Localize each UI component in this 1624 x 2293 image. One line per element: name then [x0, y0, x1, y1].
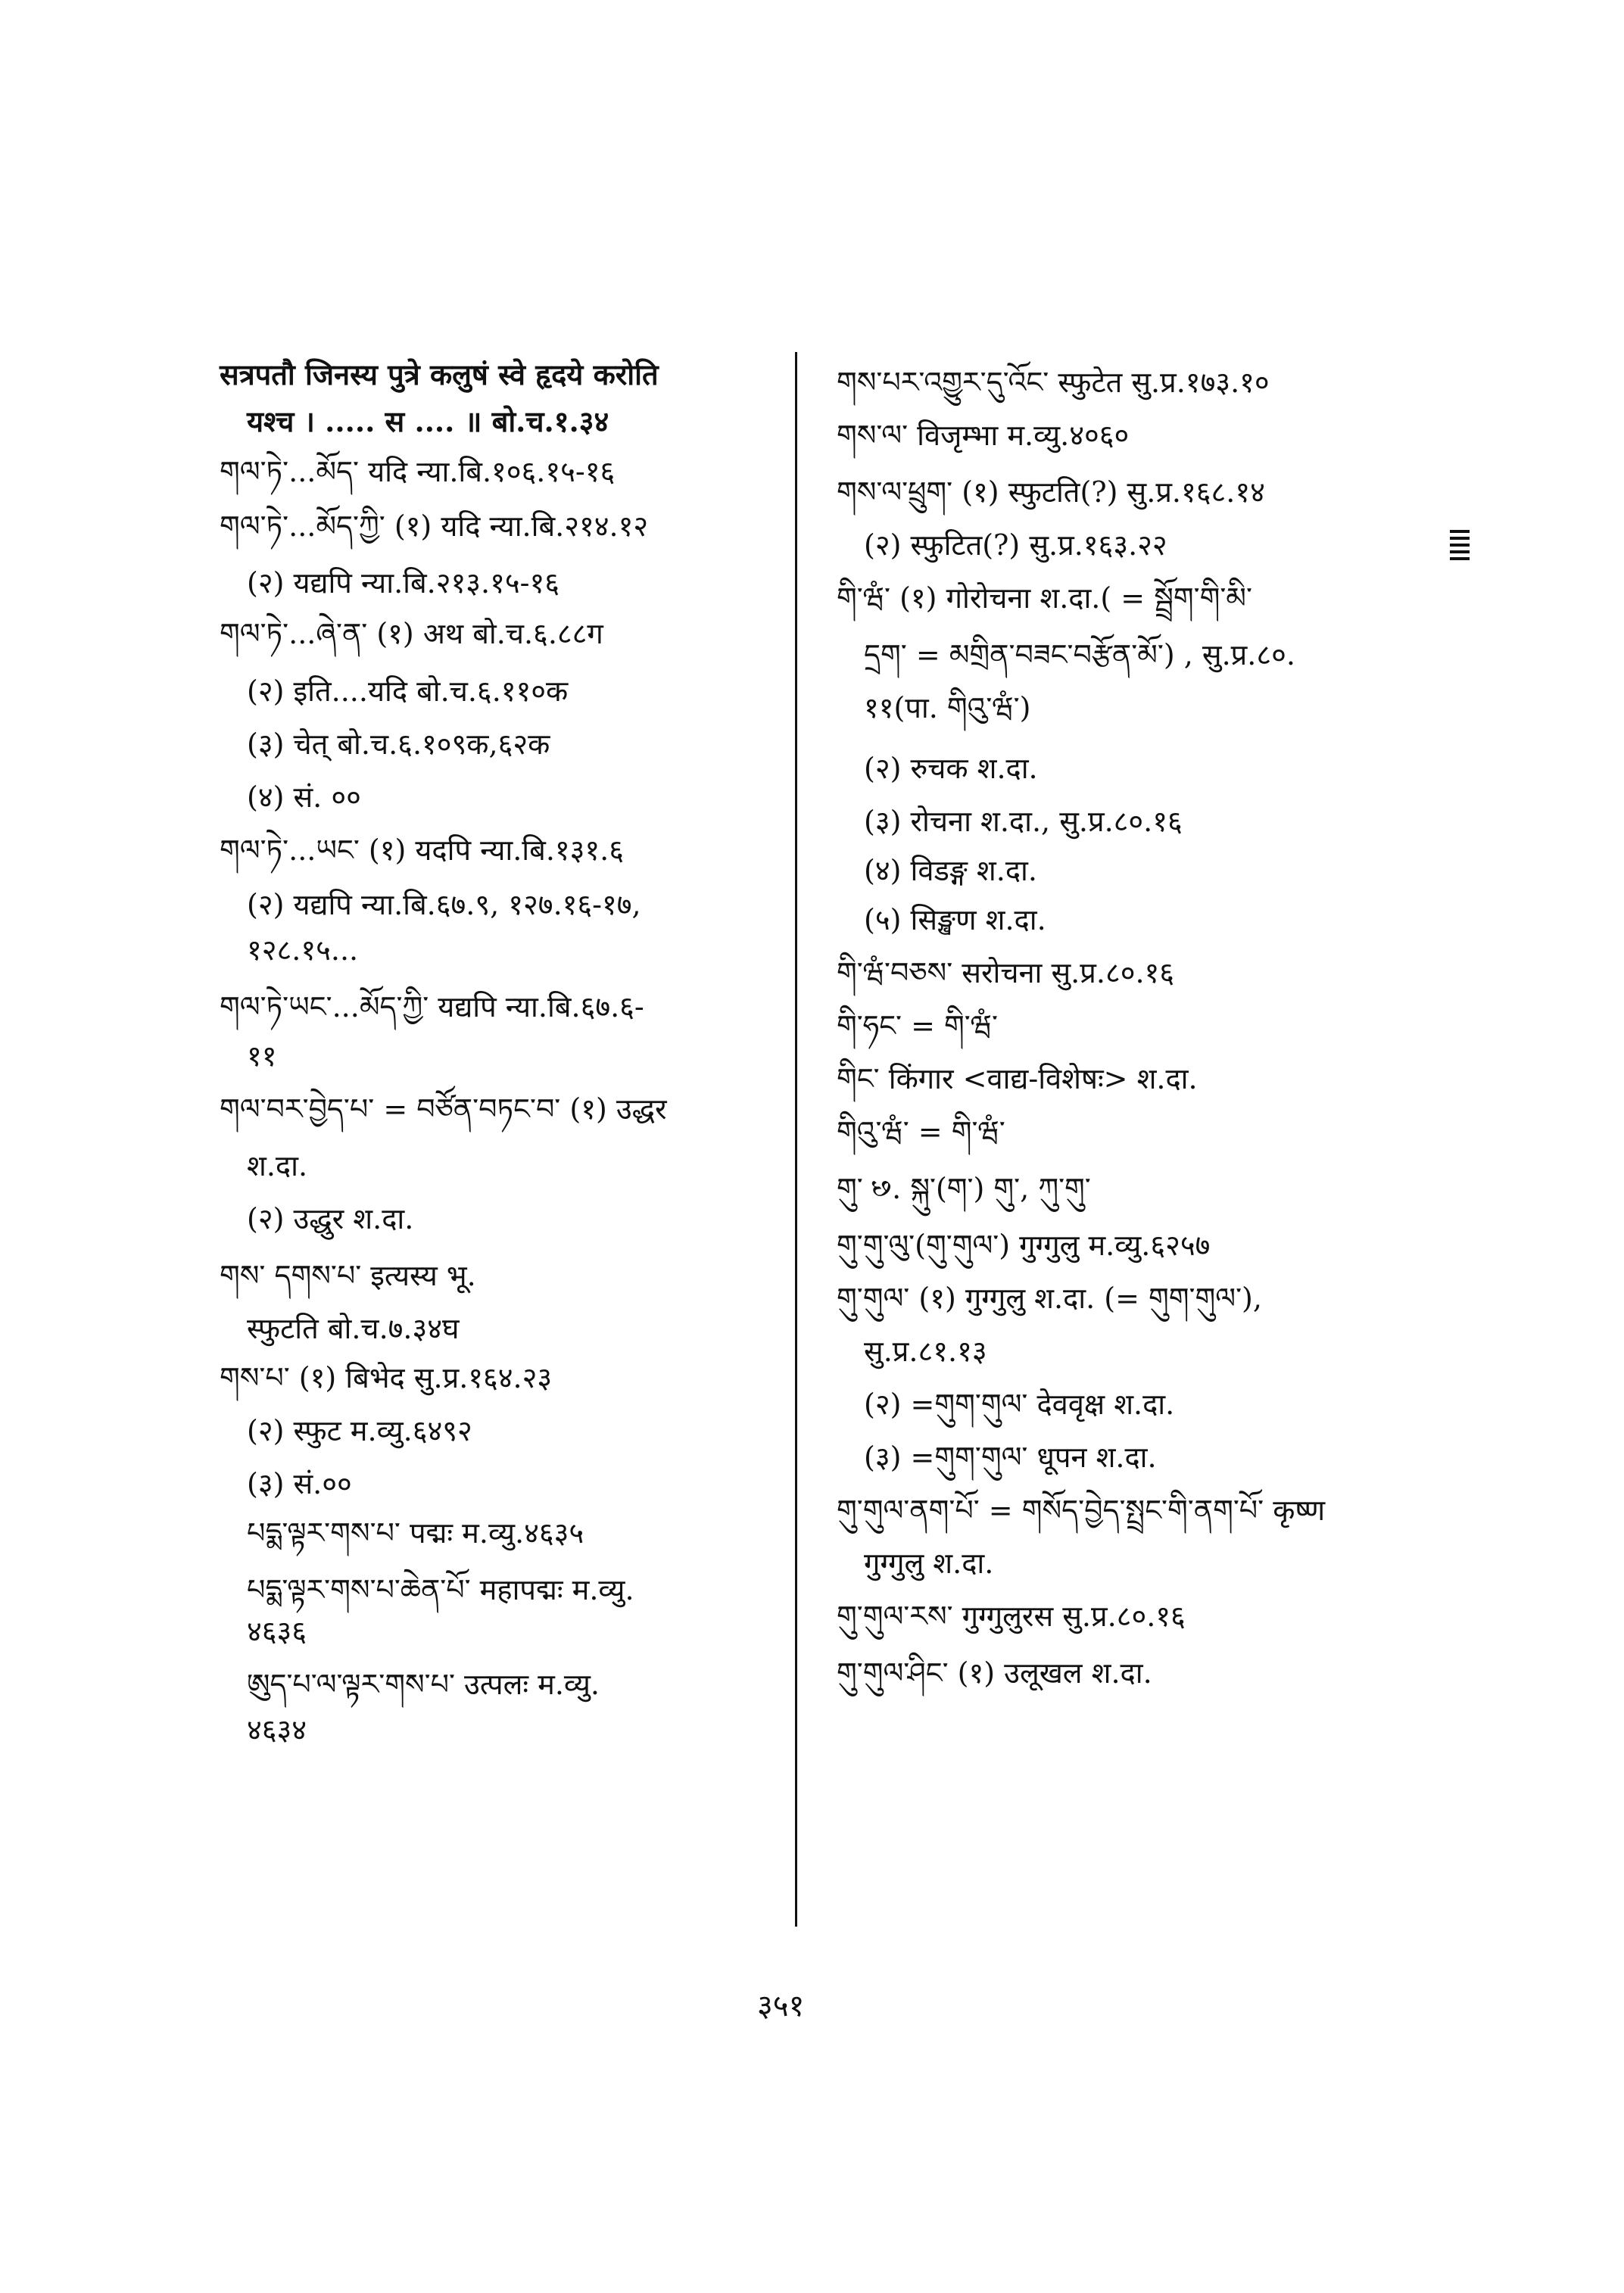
dictionary-line: (३) रोचना श.दा., सु.प्र.८०.१६: [864, 805, 1183, 838]
dictionary-line: (२) रुचक श.दा.: [864, 752, 1038, 785]
dictionary-line: (२) यद्यपि न्या.बि.२१३.१५-१६: [247, 566, 560, 600]
dictionary-line: ४६३४: [247, 1713, 307, 1746]
dictionary-line: གས་ལ་ཕྲུག་ (१) स्फुटति(?) सु.प्र.१६८.१४: [837, 475, 1265, 509]
dictionary-line: गुग्गुलु श.दा.: [864, 1547, 994, 1580]
dictionary-line: (४) सं. ००: [247, 780, 361, 814]
dictionary-line: གུ་གུ་ལུ་(གུ་གུལ་) गुग्गुलु म.व्यु.६२५७: [837, 1229, 1211, 1262]
dictionary-line: ११: [247, 1039, 277, 1073]
dictionary-line: (२) यद्यपि न्या.बि.६७.९, १२७.१६-१७,: [247, 888, 641, 921]
dictionary-line: གི་ཧང་ = གི་ཝཾ་: [837, 1009, 999, 1042]
dictionary-line: གལ་ཏེ་...མོད་ཀྱི་ (१) यदि न्या.बि.२१४.१२: [220, 509, 649, 543]
dictionary-line: གུ་གུལ་རས་ गुग्गुलुरस सु.प्र.८०.१६: [837, 1600, 1186, 1633]
dictionary-line: གིང་ किंगार <वाद्य-विशेषः> श.दा.: [837, 1062, 1198, 1095]
dictionary-line: (३) =གུག་གུལ་ धूपन श.दा.: [864, 1441, 1157, 1474]
dictionary-line: स्फुटति बो.च.७.३४घ: [247, 1312, 460, 1345]
dictionary-line: (५) सिङ्खण श.दा.: [864, 903, 1046, 936]
dictionary-line: གལ་ཏེ་ཡང་...མོད་ཀྱི་ यद्यपि न्या.बि.६७.६-: [220, 990, 644, 1023]
dictionary-line: सत्रपतौ जिनस्य पुत्रे कलुषं स्वे हृदये करोति: [220, 357, 659, 391]
dictionary-line: (२) उद्धुर श.दा.: [247, 1202, 414, 1235]
dictionary-line: ४६३६: [247, 1615, 307, 1648]
dictionary-line: सु.प्र.८१.१३: [864, 1335, 987, 1368]
dictionary-line: གས་པ་ (१) बिभेद सु.प्र.१६४.२३: [220, 1361, 553, 1394]
dictionary-line: གི་ཝཾ་བཅས་ सरोचना सु.प्र.८०.१६: [837, 956, 1175, 989]
dictionary-line: གུ་གུལ་ (१) गुग्गुलु श.दा. (= གུག་གུལ་),: [837, 1282, 1262, 1315]
dictionary-line: श.दा.: [247, 1149, 308, 1182]
dictionary-line: དྲག་ = མགྲིན་བཟང་བརྩོན་མོ་) , सु.प्र.८०.: [864, 638, 1295, 671]
column-divider: [795, 352, 797, 1927]
dictionary-line: གས་ལ་ विजृम्भा म.व्यु.४०६०: [837, 419, 1130, 452]
page-number: ३५१: [757, 1989, 805, 2024]
dictionary-line: (३) सं.००: [247, 1467, 352, 1500]
dictionary-line: གལ་བར་བྱེད་པ་ = བཙོན་བཏང་བ་ (१) उद्धर: [220, 1092, 667, 1126]
dictionary-line: १२८.१५...: [247, 933, 359, 967]
section-marker-icon: [1450, 530, 1470, 575]
dictionary-line: པདྨ་ལྟར་གས་པ་ཆེན་པོ་ महापद्मः म.व्यु.: [247, 1573, 634, 1606]
dictionary-line: (२) इति....यदि बो.च.६.११०क: [247, 675, 569, 708]
dictionary-line: པདྨ་ལྟར་གས་པ་ पद्मः म.व्यु.४६३५: [247, 1516, 584, 1550]
dictionary-line: (२) स्फुटित(?) सु.प्र.१६३.२२: [864, 528, 1167, 562]
dictionary-line: ཨུད་པ་ལ་ལྟར་གས་པ་ उत्पलः म.व्यु.: [247, 1668, 600, 1701]
dictionary-line: གུ་གུལ་ནག་པོ་ = གསོད་བྱེད་སྤྲང་གི་ནག་པོ་ कृष्ण: [837, 1494, 1326, 1527]
dictionary-line: གས་པར་འགྱུར་དུ་འོང་ स्फुटेत सु.प्र.१७३.१०: [837, 366, 1270, 399]
dictionary-line: གས་ དགས་པ་ इत्यस्य भू.: [220, 1259, 476, 1292]
dictionary-line: གི་ཝཾ་ (१) गोरोचना श.दा.( = སྦྲོག་གི་མི་: [837, 581, 1252, 615]
dictionary-line: (३) चेत् बो.च.६.१०९क,६२क: [247, 727, 550, 761]
dictionary-line: གལ་ཏེ་...ཞེ་ན་ (१) अथ बो.च.६.८८ग: [220, 617, 603, 650]
dictionary-line: (४) विडङ्ग श.दा.: [864, 854, 1037, 887]
dictionary-line: यश्च । ..... स .... ॥ बो.च.१.३४: [247, 404, 609, 438]
dictionary-line: གིའུ་ཝཾ་ = གི་ཝཾ་: [837, 1115, 1005, 1148]
dictionary-line: ११(पा. གིའུ་ཝཾ་): [864, 691, 1031, 724]
dictionary-line: གལ་ཏེ་...ཡང་ (१) यदपि न्या.बि.१३१.६: [220, 833, 625, 867]
dictionary-line: གུ་གུལ་ཤིང་ (१) उलूखल श.दा.: [837, 1656, 1152, 1690]
dictionary-line: (२) स्फुट म.व्यु.६४९२: [247, 1414, 472, 1447]
dictionary-line: གལ་ཏེ་...མོད་ यदि न्या.बि.१०६.१५-१६: [220, 455, 616, 488]
dictionary-line: གུ་ ꣸. སྐུ་(ག་) གུ་, ཀུ་གུ་: [837, 1172, 1091, 1205]
dictionary-line: (२) =གུག་གུལ་ देववृक्ष श.दा.: [864, 1388, 1175, 1421]
